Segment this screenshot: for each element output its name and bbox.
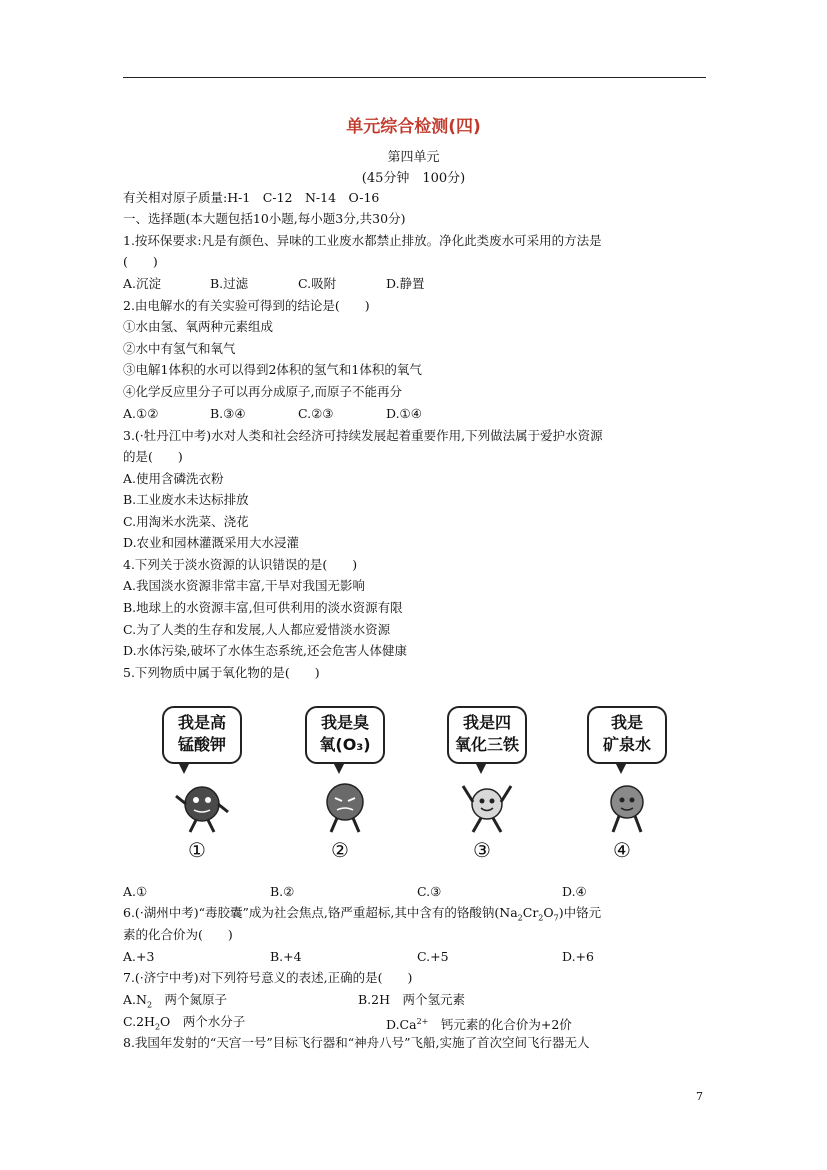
q7-option-a: $A.N_2$ 两个氮原子	[123, 992, 228, 1010]
q2-statement: ②水中有氢气和氧气	[123, 341, 236, 356]
figure-number: ④	[613, 838, 631, 862]
figure-4	[575, 700, 675, 870]
figure-number: ①	[188, 838, 206, 862]
page-number: 7	[696, 1090, 703, 1103]
q5-stem: 5.下列物质中属于氧化物的是( )	[123, 665, 320, 680]
speech-bubble: 我是 矿泉水	[587, 706, 667, 764]
q6-option-d: D.+6	[562, 949, 594, 964]
time-score: (45分钟 100分)	[361, 171, 466, 186]
q4-option-c: C.为了人类的生存和发展,人人都应爱惜淡水资源	[123, 622, 391, 637]
q7-option-d: $D.Ca^{2+}$ 钙元素的化合价为+2价	[386, 1017, 572, 1033]
cartoon-character-icon	[597, 778, 657, 836]
q4-stem: 4.下列关于淡水资源的认识错误的是( )	[123, 557, 358, 572]
q1-option-c: C.吸附	[298, 276, 337, 291]
bubble-tail	[475, 762, 487, 774]
q2-option-b: B.③④	[210, 406, 246, 421]
q2-option-a: A.①②	[123, 406, 159, 421]
q4-option-b: B.地球上的水资源丰富,但可供利用的淡水资源有限	[123, 600, 403, 615]
q1-option-d: D.静置	[386, 276, 425, 291]
cartoon-character-icon	[172, 778, 232, 836]
bubble-tail	[615, 762, 627, 774]
unit-label: 第四单元	[387, 150, 440, 165]
q2-option-c: C.②③	[298, 406, 334, 421]
figure-1	[150, 700, 250, 870]
q2-statement: ③电解1体积的水可以得到2体积的氢气和1体积的氧气	[123, 362, 422, 377]
speech-bubble: 我是高 锰酸钾	[162, 706, 242, 764]
q6-option-b: B.+4	[270, 949, 302, 964]
q8-stem: 8.我国年发射的“天宫一号”目标飞行器和“神舟八号”飞船,实施了首次空间飞行器无人	[123, 1035, 590, 1050]
bubble-tail	[178, 762, 190, 774]
figure-2	[293, 700, 393, 870]
q2-statement: ④化学反应里分子可以再分成原子,而原子不能再分	[123, 384, 402, 399]
q4-option-a: A.我国淡水资源非常丰富,干旱对我国无影响	[123, 578, 365, 593]
speech-bubble: 我是四 氧化三铁	[447, 706, 527, 764]
q2-option-d: D.①④	[386, 406, 422, 421]
q3-stem: 3.(·牡丹江中考)水对人类和社会经济可持续发展起着重要作用,下列做法属于爱护水资源	[123, 428, 603, 443]
speech-bubble: 我是臭 氧(O₃)	[305, 706, 385, 764]
q1-option-a: A.沉淀	[123, 276, 162, 291]
q3-option-d: D.农业和园林灌溉采用大水浸灌	[123, 535, 300, 550]
q2-statement: ①水由氢、氧两种元素组成	[123, 319, 274, 334]
q5-option-d: D.④	[562, 884, 587, 899]
figure-number: ②	[331, 838, 349, 862]
q3-option-b: B.工业废水未达标排放	[123, 492, 249, 507]
q5-option-a: A.①	[123, 884, 148, 899]
page-title: 单元综合检测(四)	[346, 117, 481, 137]
figure-3	[435, 700, 535, 870]
q3-option-c: C.用淘米水洗菜、浇花	[123, 514, 249, 529]
q7-stem: 7.(·济宁中考)对下列符号意义的表述,正确的是( )	[123, 970, 413, 985]
atomic-masses: 有关相对原子质量:H-1 C-12 N-14 O-16	[123, 190, 380, 205]
q6-stem: 6.(·湖州中考)“毒胶囊”成为社会焦点,铬严重超标,其中含有的铬酸钠$(Na_2Cr_2O_7)$中铬元	[123, 905, 602, 923]
q1-stem: 1.按环保要求:凡是有颜色、异味的工业废水都禁止排放。净化此类废水可采用的方法是	[123, 233, 602, 248]
cartoon-figures	[150, 700, 690, 870]
q7-option-c: $C.2H_2O$ 两个水分子	[123, 1014, 246, 1032]
cartoon-character-icon	[457, 778, 517, 836]
cartoon-character-icon	[315, 778, 375, 836]
q6-option-a: A.+3	[123, 949, 155, 964]
section-heading: 一、选择题(本大题包括10小题,每小题3分,共30分)	[123, 211, 406, 226]
q5-option-c: C.③	[417, 884, 442, 899]
q7-option-b: B.2H 两个氢元素	[358, 992, 466, 1007]
q6-stem-cont: 素的化合价为( )	[123, 927, 233, 942]
figure-number: ③	[473, 838, 491, 862]
q6-option-c: C.+5	[417, 949, 449, 964]
q5-option-b: B.②	[270, 884, 295, 899]
bubble-tail	[333, 762, 345, 774]
header-rule	[123, 77, 706, 78]
q2-stem: 2.由电解水的有关实验可得到的结论是( )	[123, 298, 370, 313]
q3-option-a: A.使用含磷洗衣粉	[123, 471, 224, 486]
q3-stem-cont: 的是( )	[123, 449, 183, 464]
q1-option-b: B.过滤	[210, 276, 249, 291]
q4-option-d: D.水体污染,破坏了水体生态系统,还会危害人体健康	[123, 643, 407, 658]
q1-paren: ( )	[123, 254, 158, 269]
